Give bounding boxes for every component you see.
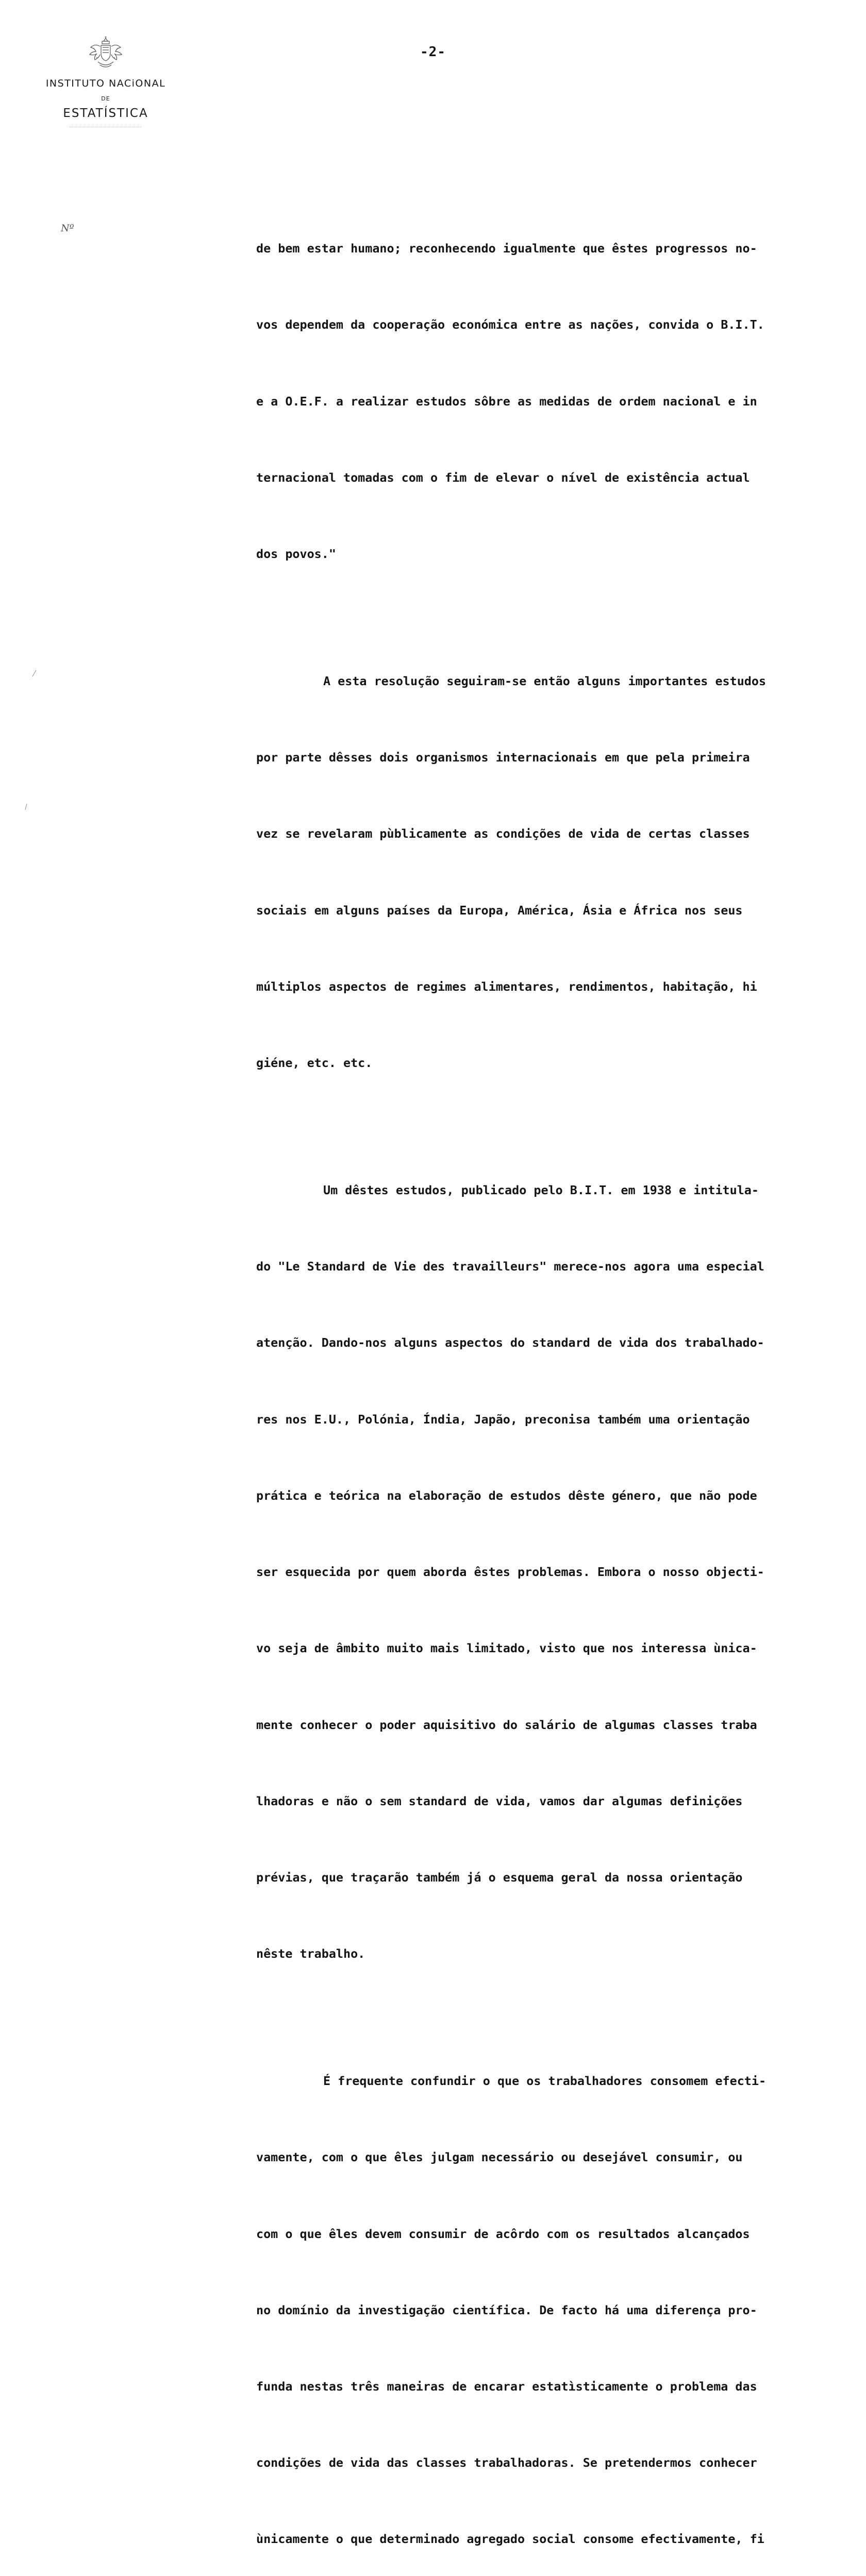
text-line: dos povos." (256, 547, 336, 562)
scan-mark (32, 670, 37, 677)
text-line: sociais em alguns países da Europa, América, Ásia e África nos seus (256, 903, 743, 918)
body-text (256, 160, 859, 2576)
text-line: vos dependem da cooperação económica entre as nações, convida o B.I.T. (256, 317, 764, 332)
paragraph-first-line: Um dêstes estudos, publicado pelo B.I.T. em 1938 e intitula- (323, 1183, 759, 1198)
text-line: giéne, etc. etc. (256, 1056, 373, 1071)
letterhead (21, 35, 191, 127)
page-number: -2- (420, 44, 446, 60)
text-line: múltiplos aspectos de regimes alimentares, rendimentos, habitação, hi (256, 979, 757, 994)
text-line: mente conhecer o poder aquisitivo do salário de algumas classes traba (256, 1717, 757, 1732)
text-line: vez se revelaram pùblicamente as condições de vida de certas classes (256, 826, 750, 841)
text-line: prévias, que traçarão também já o esquema geral da nossa orientação (256, 1870, 743, 1885)
text-line: ùnicamente o que determinado agregado social consome efectivamente, fi (256, 2532, 764, 2547)
paragraph-first-line: A esta resolução seguiram-se então alguns importantes estudos (323, 674, 767, 689)
institute-name-statistics: ESTATÍSTICA (63, 107, 148, 120)
text-line: de bem estar humano; reconhecendo igualmente que êstes progressos no- (256, 241, 757, 256)
text-line: ternacional tomadas com o fim de elevar o nível de existência actual (256, 470, 750, 485)
text-line: vamente, com o que êles julgam necessário ou desejável consumir, ou (256, 2150, 743, 2165)
text-line: prática e teórica na elaboração de estudos dêste género, que não pode (256, 1488, 757, 1503)
text-line: res nos E.U., Polónia, Índia, Japão, preconisa também uma orientação (256, 1412, 750, 1427)
coat-of-arms-icon (87, 35, 125, 71)
text-line: nêste trabalho. (256, 1946, 365, 1961)
text-line: condições de vida das classes trabalhadoras. Se pretendermos conhecer (256, 2455, 757, 2470)
text-line: e a O.E.F. a realizar estudos sôbre as medidas de ordem nacional e in (256, 394, 757, 409)
institute-name-connector: DE (101, 95, 110, 102)
text-line: com o que êles devem consumir de acôrdo com os resultados alcançados (256, 2226, 750, 2241)
reference-number-label: Nº (61, 223, 74, 234)
text-line: funda nestas três maneiras de encarar estatìsticamente o problema das (256, 2379, 757, 2394)
text-line: por parte dêsses dois organismos internacionais em que pela primeira (256, 750, 750, 765)
text-line: no domínio da investigação científica. De facto há uma diferença pro- (256, 2302, 757, 2317)
institute-name: INSTITUTO NACiONAL (45, 78, 166, 89)
text-line: do "Le Standard de Vie des travailleurs" merece-nos agora uma especial (256, 1259, 764, 1274)
text-line: vo seja de âmbito muito mais limitado, visto que nos interessa ùnica- (256, 1641, 757, 1656)
text-line: lhadoras e não o sem standard de vida, vamos dar algumas definições (256, 1793, 743, 1808)
scan-mark (25, 804, 27, 810)
text-line: atenção. Dando-nos alguns aspectos do standard de vida dos trabalhado- (256, 1335, 764, 1350)
paragraph-first-line: É frequente confundir o que os trabalhadores consomem efecti- (323, 2074, 767, 2089)
text-line: ser esquecida por quem aborda êstes problemas. Embora o nosso objecti- (256, 1565, 764, 1580)
